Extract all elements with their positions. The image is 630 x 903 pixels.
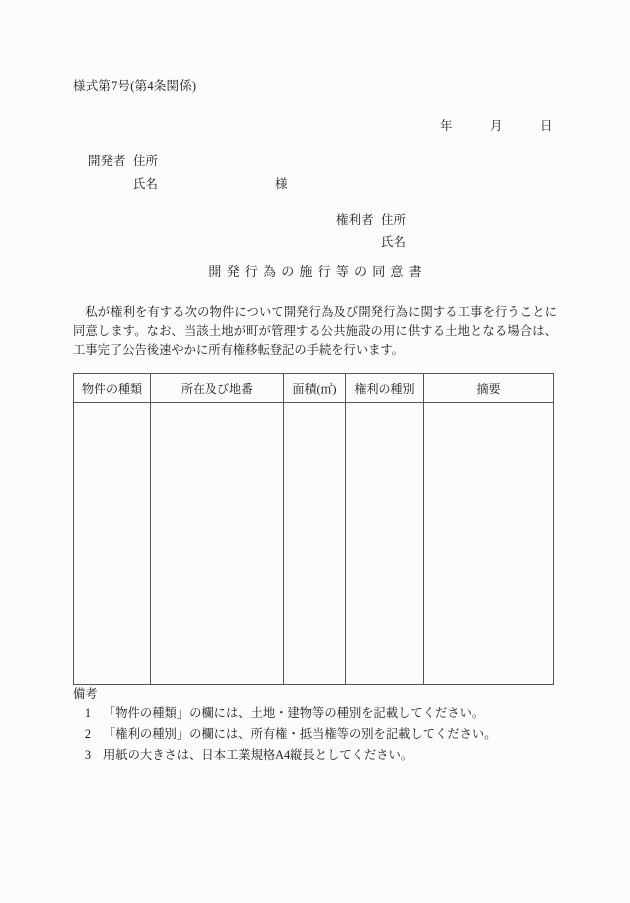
cell-remarks[interactable] xyxy=(424,403,554,685)
form-number: 様式第7号(第4条関係) xyxy=(73,79,197,93)
property-table-body xyxy=(74,403,554,685)
consent-body-text: 私が権利を有する次の物件について開発行為及び開発行為に関する工事を行うことに同意します。なお、当該土地が町が管理する公共施設の用に供する土地となる場合は、工事完了公告後速やかに所有権移転登記の手続を行います。 xyxy=(73,305,557,358)
note-item-3 xyxy=(73,745,573,766)
note-text: 用紙の大きさは、日本工業規格A4縦長としてください。 xyxy=(103,748,414,762)
developer-honorific: 様 xyxy=(275,177,288,191)
note-number: 1 xyxy=(84,706,92,720)
cell-right-type[interactable] xyxy=(346,403,424,685)
developer-party-label: 開発者 xyxy=(88,154,126,168)
table-row xyxy=(74,403,554,685)
date-line: 年 月 日 xyxy=(440,119,553,133)
rights-holder-party-label: 権利者 xyxy=(336,213,374,227)
note-item-2 xyxy=(73,724,573,745)
cell-area[interactable] xyxy=(284,403,346,685)
developer-address-label: 住所 xyxy=(133,154,159,168)
cell-property-type[interactable] xyxy=(74,403,151,685)
column-header-right-type: 権利の種別 xyxy=(346,374,424,403)
column-header-area: 面積(㎡) xyxy=(284,374,346,403)
note-number: 2 xyxy=(84,727,92,741)
rights-holder-name-label: 氏名 xyxy=(381,235,407,249)
note-text: 「物件の種類」の欄には、土地・建物等の種別を記載してください。 xyxy=(103,706,485,720)
column-header-location-lot: 所在及び地番 xyxy=(151,374,284,403)
notes-heading: 備考 xyxy=(73,687,98,701)
property-table xyxy=(73,373,554,685)
property-table-header xyxy=(74,374,554,403)
notes-section xyxy=(73,686,573,766)
note-number: 3 xyxy=(84,748,92,762)
rights-holder-address-label: 住所 xyxy=(381,213,407,227)
page-title: 開発行為の施行等の同意書 xyxy=(208,264,427,279)
developer-name-label: 氏名 xyxy=(133,177,159,191)
column-header-property-type: 物件の種類 xyxy=(74,374,151,403)
cell-location-lot[interactable] xyxy=(151,403,284,685)
note-item-1 xyxy=(73,703,573,724)
column-header-remarks: 摘要 xyxy=(424,374,554,403)
table-header-row xyxy=(74,374,554,403)
note-text: 「権利の種別」の欄には、所有権・抵当権等の別を記載してください。 xyxy=(103,727,497,741)
